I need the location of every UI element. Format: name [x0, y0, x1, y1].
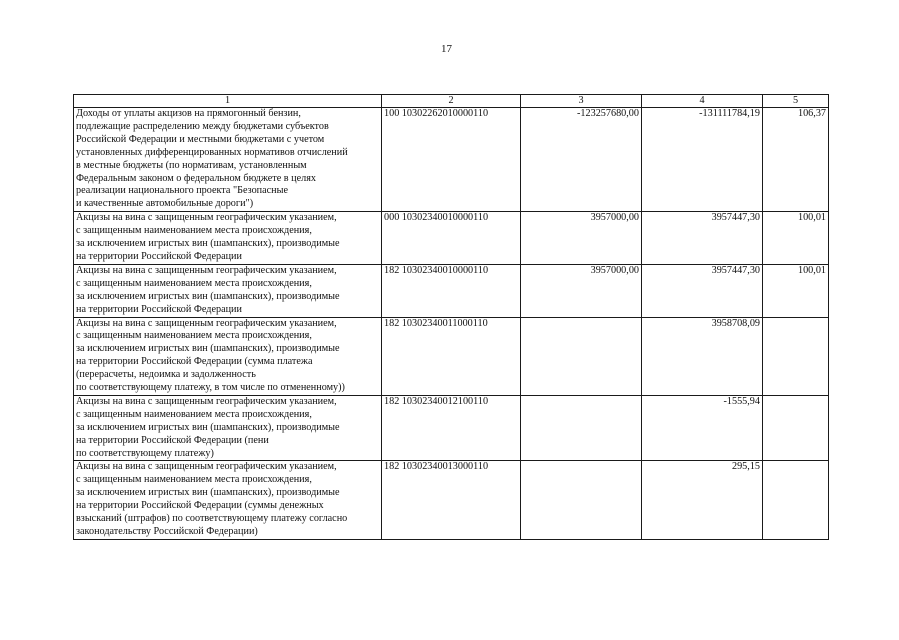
- row-description: Акцизы на вина с защищенным географическим указанием, с защищенным наименованием места происхождения, за исключением игристых вин (шампанских), производимые на территории Российской Федерации: [74, 264, 382, 317]
- row-col3-value: [521, 461, 642, 539]
- row-percent: 100,01: [763, 212, 829, 265]
- row-col4-value: -131111784,19: [642, 108, 763, 212]
- row-code: 000 10302340010000110: [382, 212, 521, 265]
- row-percent: [763, 395, 829, 461]
- row-col4-value: -1555,94: [642, 395, 763, 461]
- row-code: 182 10302340010000110: [382, 264, 521, 317]
- row-col4-value: 3957447,30: [642, 264, 763, 317]
- header-col-1: 1: [74, 95, 382, 108]
- header-col-3: 3: [521, 95, 642, 108]
- row-percent: [763, 317, 829, 395]
- row-col4-value: 3958708,09: [642, 317, 763, 395]
- table-row: [74, 395, 829, 461]
- table-row: [74, 212, 829, 265]
- budget-table: [73, 94, 829, 540]
- row-description: Акцизы на вина с защищенным географическим указанием, с защищенным наименованием места происхождения, за исключением игристых вин (шампанских), производимые на территории Российской Федерации (суммы денежных взысканий (штрафов) по соответствующему платежу согласно законодательству Российской Федерации): [74, 461, 382, 539]
- header-col-4: 4: [642, 95, 763, 108]
- row-code: 182 10302340011000110: [382, 317, 521, 395]
- header-row: [74, 95, 829, 108]
- row-col3-value: [521, 395, 642, 461]
- row-col3-value: 3957000,00: [521, 212, 642, 265]
- row-code: 182 10302340013000110: [382, 461, 521, 539]
- row-code: 100 10302262010000110: [382, 108, 521, 212]
- row-description: Доходы от уплаты акцизов на прямогонный бензин, подлежащие распределению между бюджетами субъектов Российской Федерации и местными бюджетами с учетом установленных дифференцированных нормативов отчислений в местные бюджеты (по нормативам, установленным Федеральным законом о федеральном бюджете в целях реализации национального проекта "Безопасные и качественные автомобильные дороги"): [74, 108, 382, 212]
- row-col4-value: 3957447,30: [642, 212, 763, 265]
- row-description: Акцизы на вина с защищенным географическим указанием, с защищенным наименованием места происхождения, за исключением игристых вин (шампанских), производимые на территории Российской Федерации (сумма платежа (перерасчеты, недоимка и задолженность по соответствующему платежу, в том числе по отмененному)): [74, 317, 382, 395]
- header-col-5: 5: [763, 95, 829, 108]
- row-code: 182 10302340012100110: [382, 395, 521, 461]
- page-number: 17: [441, 43, 452, 55]
- row-description: Акцизы на вина с защищенным географическим указанием, с защищенным наименованием места происхождения, за исключением игристых вин (шампанских), производимые на территории Российской Федерации: [74, 212, 382, 265]
- row-percent: 106,37: [763, 108, 829, 212]
- row-col3-value: 3957000,00: [521, 264, 642, 317]
- table-row: [74, 317, 829, 395]
- row-col4-value: 295,15: [642, 461, 763, 539]
- row-col3-value: [521, 317, 642, 395]
- row-percent: [763, 461, 829, 539]
- header-col-2: 2: [382, 95, 521, 108]
- row-col3-value: -123257680,00: [521, 108, 642, 212]
- row-percent: 100,01: [763, 264, 829, 317]
- table-row: [74, 264, 829, 317]
- table-row: [74, 461, 829, 539]
- row-description: Акцизы на вина с защищенным географическим указанием, с защищенным наименованием места происхождения, за исключением игристых вин (шампанских), производимые на территории Российской Федерации (пени по соответствующему платежу): [74, 395, 382, 461]
- table-row: [74, 108, 829, 212]
